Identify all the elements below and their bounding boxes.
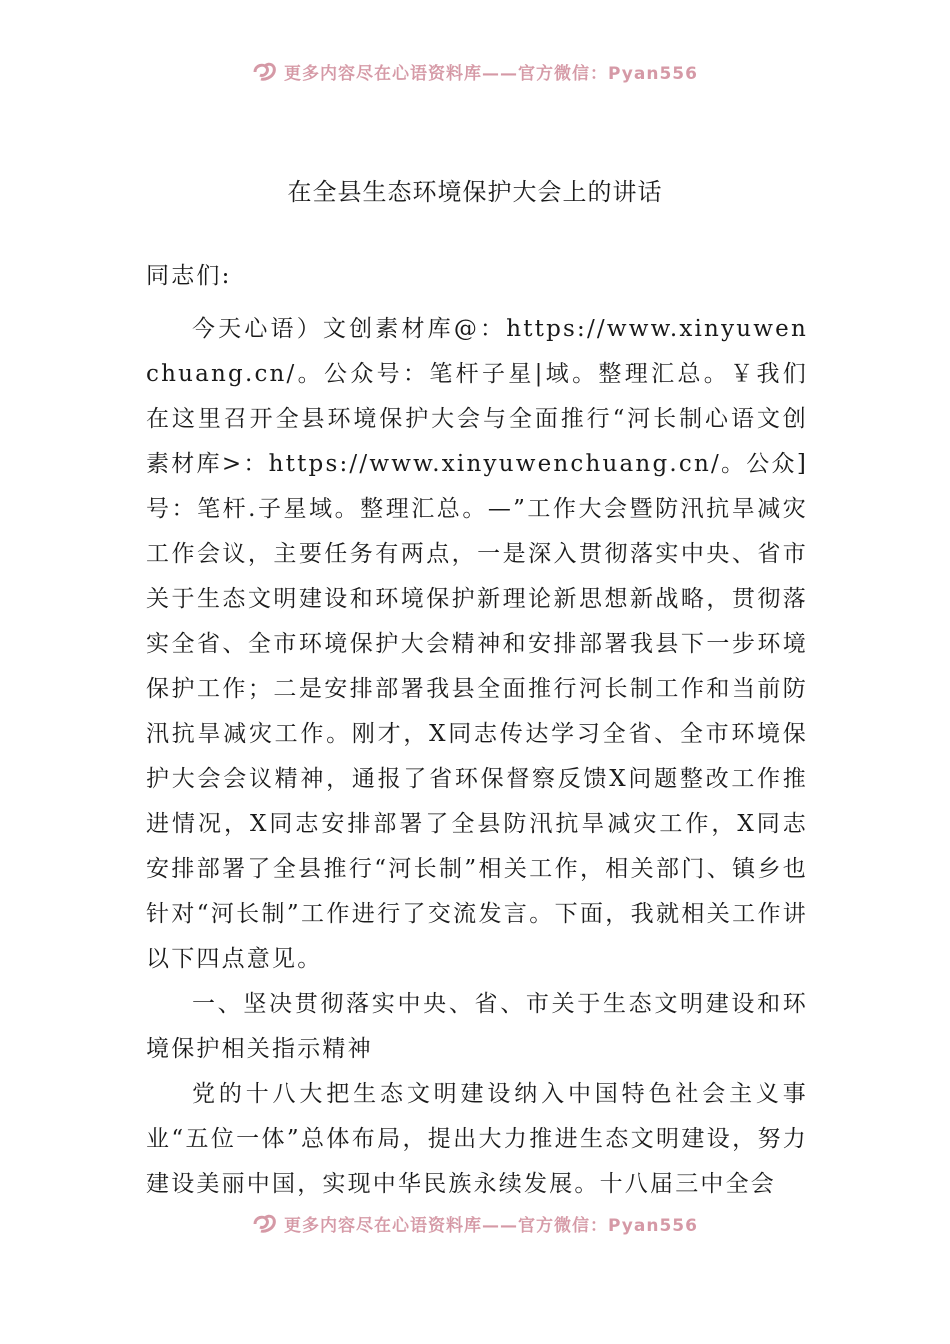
document-body (146, 254, 808, 1207)
paragraph-section-1: 党的十八大把生态文明建设纳入中国特色社会主义事业“五位一体”总体布局，提出大力推进生态文明建设，努力建设美丽中国，实现中华民族永续发展。十八届三中全会 (146, 1081, 808, 1197)
salutation: 同志们: (146, 263, 232, 289)
watermark-logo-icon (252, 60, 278, 82)
paragraph-intro: 今天心语）文创素材库@：https://www.xinyuwenchuang.cn/。公众号：笔杆子星|域。整理汇总。￥我们在这里召开全县环境保护大会与全面推行“河长制心语文创素材库>：https://www.xinyuwenchuang.cn/。公众]号：笔杆.子星域。整理汇总。—”工作大会暨防汛抗旱减灾工作会议，主要任务有两点，一是深入贯彻落实中央、省市关于生态文明建设和环境保护新理论新思想新战略，贯彻落实全省、全市环境保护大会精神和安排部署我县下一步环境保护工作；二是安排部署我县全面推行河长制工作和当前防汛抗旱减灾工作。刚才，X同志传达学习全省、全市环境保护大会会议精神，通报了省环保督察反馈X问题整改工作推进情况，X同志安排部署了全县防汛抗旱减灾工作，X同志安排部署了全县推行“河长制”相关工作，相关部门、镇乡也针对“河长制”工作进行了交流发言。下面，我就相关工作讲以下四点意见。 (146, 316, 808, 972)
watermark-top (0, 56, 950, 86)
watermark-text: 更多内容尽在心语资料库——官方微信：Pyan556 (284, 63, 698, 84)
page-title: 在全县生态环境保护大会上的讲话 (287, 178, 663, 206)
watermark-logo-icon (252, 1212, 278, 1234)
watermark-bottom (0, 1208, 950, 1238)
section-heading-1: 一、坚决贯彻落实中央、省、市关于生态文明建设和环境保护相关指示精神 (146, 991, 808, 1062)
watermark-text: 更多内容尽在心语资料库——官方微信：Pyan556 (284, 1215, 698, 1236)
